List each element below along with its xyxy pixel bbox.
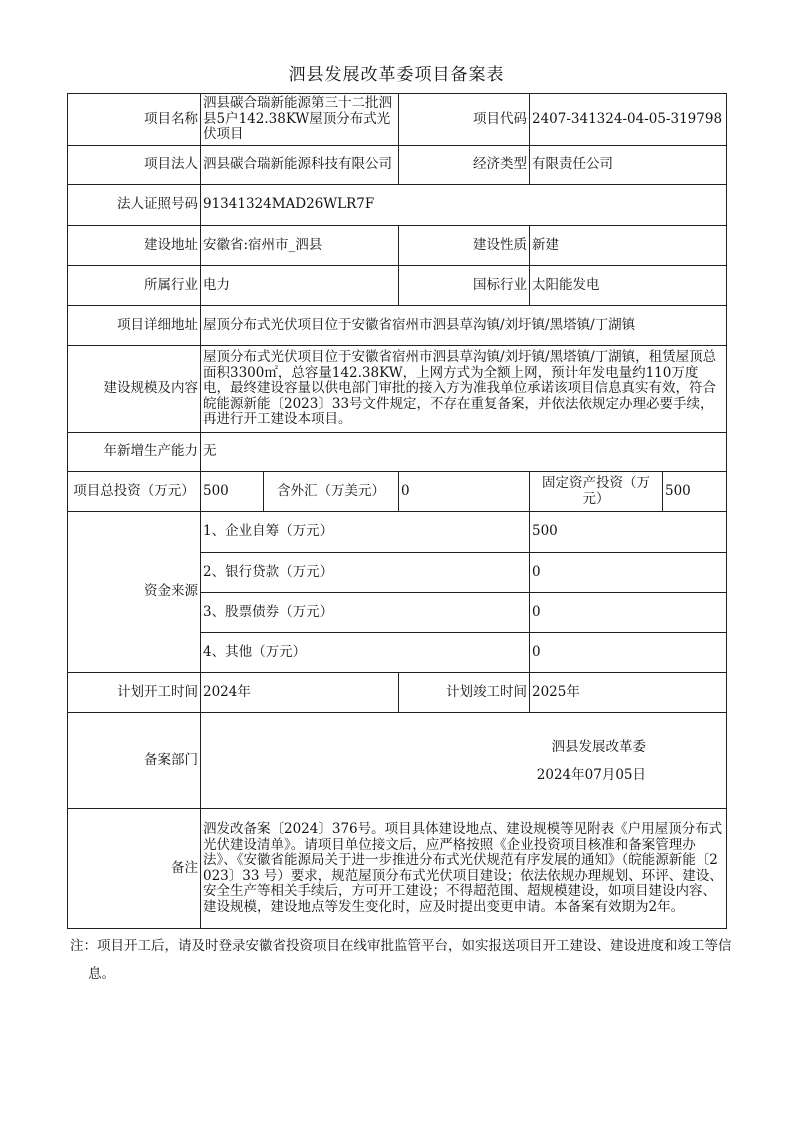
fund-item-value: 500 [530,512,727,553]
forex-value: 0 [399,472,530,512]
project-name-value: 泗县碳合瑞新能源第三十二批泗县5户142.38KW屋顶分布式光伏项目 [201,94,399,146]
start-label: 计划开工时间 [68,673,201,713]
fund-item-value: 0 [530,633,727,673]
fund-item-label: 4、其他（万元） [201,633,530,673]
national-industry-label: 国标行业 [399,266,530,306]
finish-value: 2025年 [530,673,727,713]
dept-date: 2024年07月05日 [536,766,646,783]
remark-label: 备注 [68,809,201,929]
forex-label: 含外汇（万美元） [264,472,399,512]
footnote: 注：项目开工后，请及时登录安徽省投资项目在线审批监管平台，如实报送项目开工建设、建设进度和竣工等信息。 [70,938,732,982]
form-title: 泗县发展改革委项目备案表 [288,65,505,85]
fund-item-label: 1、企业自筹（万元） [201,512,530,553]
national-industry-value: 太阳能发电 [530,266,727,306]
fund-item-label: 2、银行贷款（万元） [201,553,530,593]
cert-no-value: 91341324MAD26WLR7F [201,185,727,226]
legal-person-label: 项目法人 [68,146,201,185]
scale-label: 建设规模及内容 [68,346,201,433]
fund-source-label: 资金来源 [68,512,201,673]
fund-item-value: 0 [530,593,727,633]
build-nature-label: 建设性质 [399,226,530,266]
capacity-value: 无 [201,433,727,472]
start-value: 2024年 [201,673,399,713]
fixed-invest-value: 500 [663,472,727,512]
dept-name: 泗县发展改革委 [551,738,646,755]
cert-no-label: 法人证照号码 [68,185,201,226]
remark-value: 泗发改备案〔2024〕376号。项目具体建设地点、建设规模等见附表《户用屋顶分布式光伏建设清单》。请项目单位接文后，应严格按照《企业投资项目核准和备案管理办法》、《安徽省能源局关于进一步推进分布式光伏规范有序发展的通知》（皖能源新能〔2023〕33 号）要求，规范屋顶分布式光伏项目建设；依法依规办理规划、环评、建设、安全生产等相关手续后，方可开工建设；不得超范围、超规模建设，如项目建设内容、建设规模，建设地点等发生变化时，应及时提出变更申请。本备案有效期为2年。 [201,809,727,929]
build-address-value: 安徽省:宿州市_泗县 [201,226,399,266]
project-code-label: 项目代码 [399,94,530,146]
project-code-value: 2407-341324-04-05-319798 [530,94,727,146]
fund-item-value: 0 [530,553,727,593]
dept-cell [201,713,727,809]
build-address-label: 建设地址 [68,226,201,266]
detail-address-label: 项目详细地址 [68,306,201,346]
fixed-invest-label: 固定资产投资（万元） [530,472,663,512]
economy-type-value: 有限责任公司 [530,146,727,185]
scale-value: 屋顶分布式光伏项目位于安徽省宿州市泗县草沟镇/刘圩镇/黑塔镇/丁湖镇，租赁屋顶总面积3300㎡，总容量142.38KW，上网方式为全额上网，预计年发电量约110万度电，最终建设容量以供电部门审批的接入方为准我单位承诺该项目信息真实有效，符合皖能源新能〔2023〕33号文件规定，不存在重复备案，并依法依规定办理必要手续，再进行开工建设本项目。 [201,346,727,433]
industry-label: 所属行业 [68,266,201,306]
capacity-label: 年新增生产能力 [68,433,201,472]
total-invest-label: 项目总投资（万元） [68,472,201,512]
industry-value: 电力 [201,266,399,306]
detail-address-value: 屋顶分布式光伏项目位于安徽省宿州市泗县草沟镇/刘圩镇/黑塔镇/丁湖镇 [201,306,727,346]
fund-item-label: 3、股票债券（万元） [201,593,530,633]
build-nature-value: 新建 [530,226,727,266]
economy-type-label: 经济类型 [399,146,530,185]
finish-label: 计划竣工时间 [399,673,530,713]
project-name-label: 项目名称 [68,94,201,146]
legal-person-value: 泗县碳合瑞新能源科技有限公司 [201,146,399,185]
total-invest-value: 500 [201,472,264,512]
dept-label: 备案部门 [68,713,201,809]
registration-table [67,93,727,929]
